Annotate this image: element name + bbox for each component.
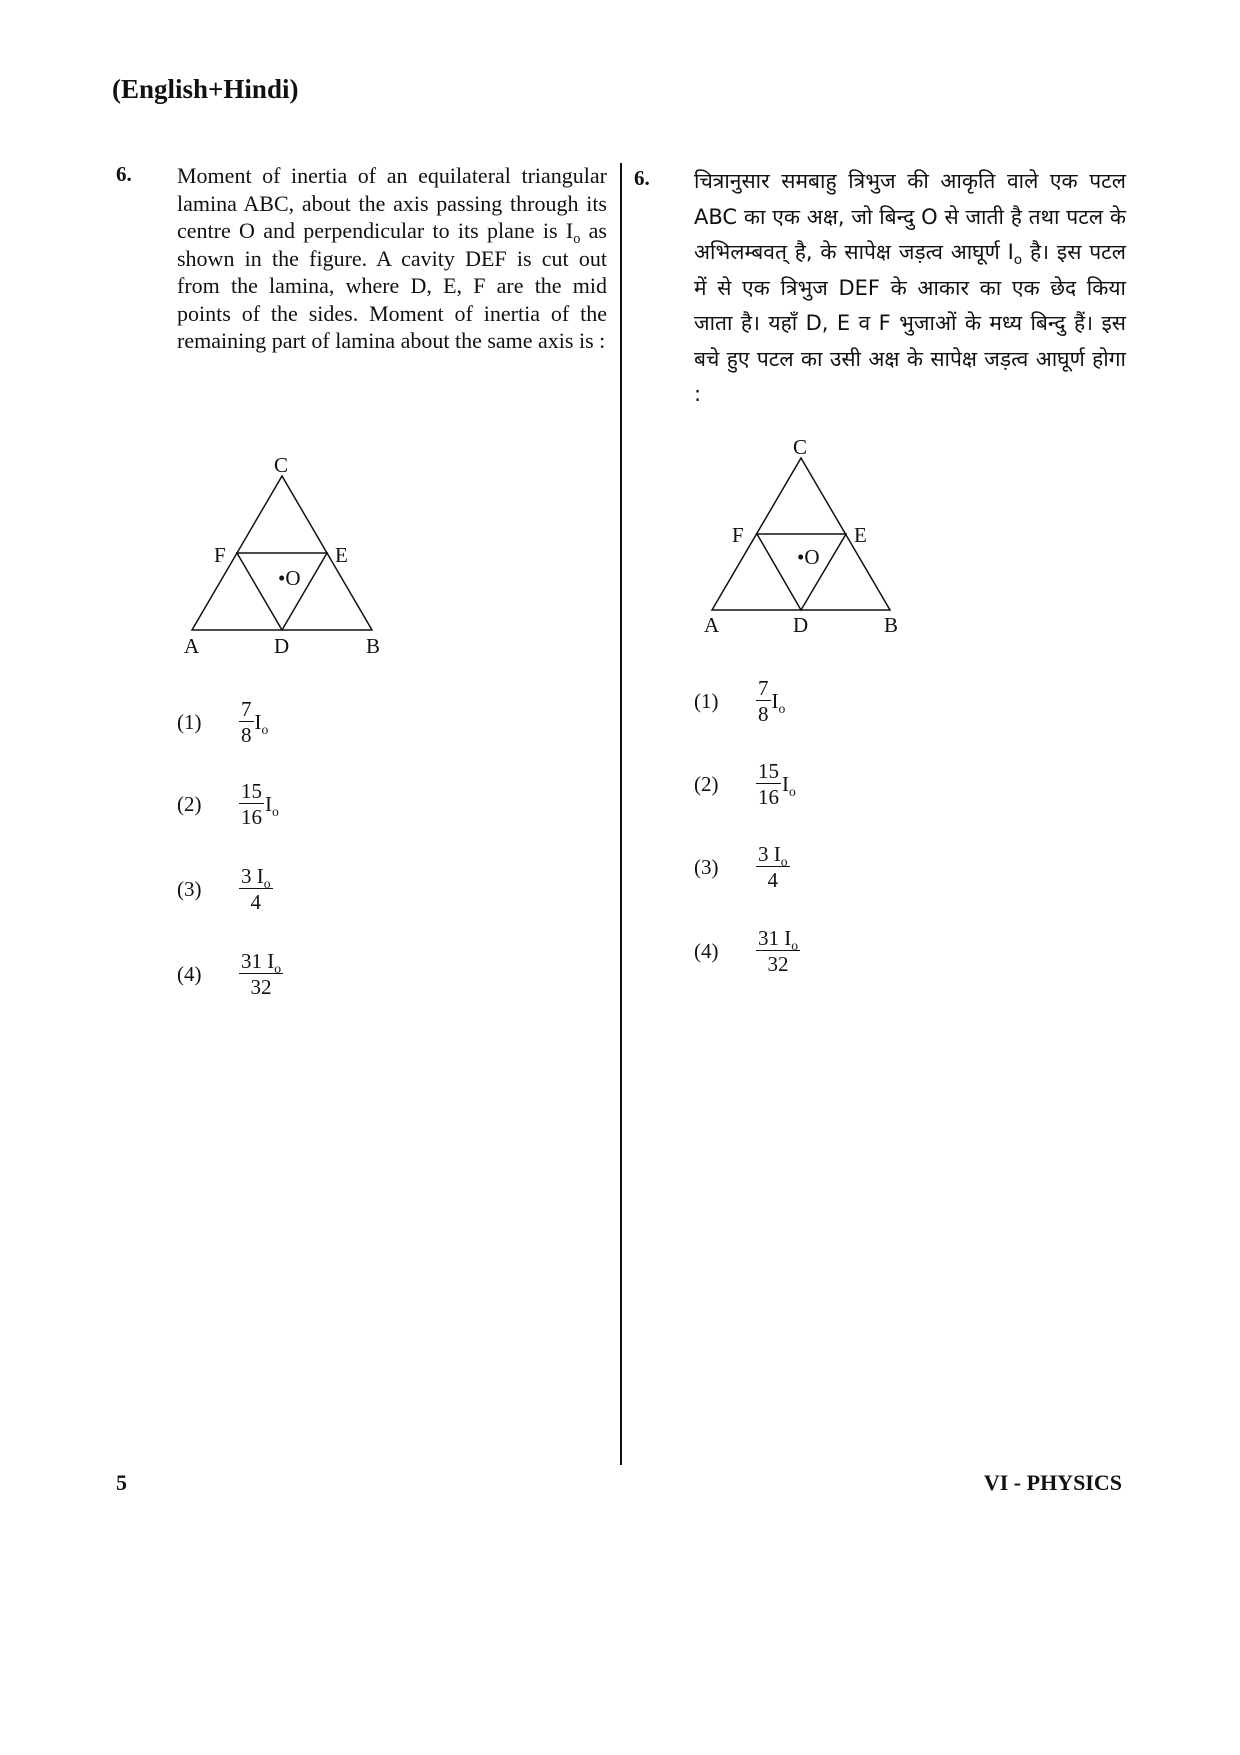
option-4-en: (4) $\frac{31 I_o}{32}$	[177, 949, 282, 999]
option-2-en: (2) $\frac{15}{16}$ $I_o$	[177, 779, 279, 829]
triangle-figure-en	[160, 450, 400, 660]
label-E-en: E	[335, 543, 348, 567]
triangle-figure-hi	[700, 432, 920, 642]
option-2-hi: (2) $\frac{15}{16}$ $I_o$	[694, 759, 796, 809]
option-1-en: (1) $\frac{7}{8}$ $I_o$	[177, 697, 269, 747]
label-A-en: A	[184, 634, 200, 658]
question-text-hi: चित्रानुसार समबाहु त्रिभुज की आकृति वाले एक पटल ABC का एक अक्ष, जो बिन्दु O से जाती है तथा पटल के अभिलम्बवत् है, के सापेक्ष जड़त्व आघूर्ण $I_o$ है। इस पटल में से एक त्रिभुज DEF के आकार का एक छेद किया जाता है। यहाँ D, E व F भुजाओं के मध्य बिन्दु हैं। इस बचे हुए पटल का उसी अक्ष के सापेक्ष जड़त्व आघूर्ण होगा :	[694, 169, 1126, 406]
language-tag: (English+Hindi)	[112, 74, 299, 104]
page-number: 5	[116, 1470, 127, 1495]
option-1-hi: (1) $\frac{7}{8}$ $I_o$	[694, 676, 786, 726]
option-4-hi: (4) $\frac{31 I_o}{32}$	[694, 926, 799, 976]
question-number-en: 6.	[116, 162, 132, 186]
question-number-hi: 6.	[634, 166, 650, 190]
label-C-hi: C	[793, 435, 808, 459]
label-A-hi: A	[704, 613, 720, 637]
label-E-hi: E	[854, 523, 867, 547]
label-O-en: •O	[278, 566, 301, 590]
option-3-hi: (3) $\frac{3 I_o}{4}$	[694, 842, 788, 892]
label-D-en: D	[274, 634, 290, 658]
column-divider	[620, 163, 622, 1465]
option-3-en: (3) $\frac{3 I_o}{4}$	[177, 864, 271, 914]
label-F-en: F	[214, 543, 226, 567]
label-B-hi: B	[884, 613, 899, 637]
label-O-hi: •O	[797, 545, 820, 569]
label-B-en: B	[366, 634, 381, 658]
label-F-hi: F	[732, 523, 744, 547]
subject-label: VI - PHYSICS	[983, 1470, 1122, 1495]
label-D-hi: D	[793, 613, 809, 637]
label-C-en: C	[274, 453, 289, 477]
question-text-en: Moment of inertia of an equilateral triangular lamina ABC, about the axis passing through its centre O and perpendicular to its plane is $I_o$ as shown in the figure. A cavity DEF is cut out from the lamina, where D, E, F are the mid points of the sides. Moment of inertia of the remaining part of lamina about the same axis is :	[177, 163, 607, 353]
